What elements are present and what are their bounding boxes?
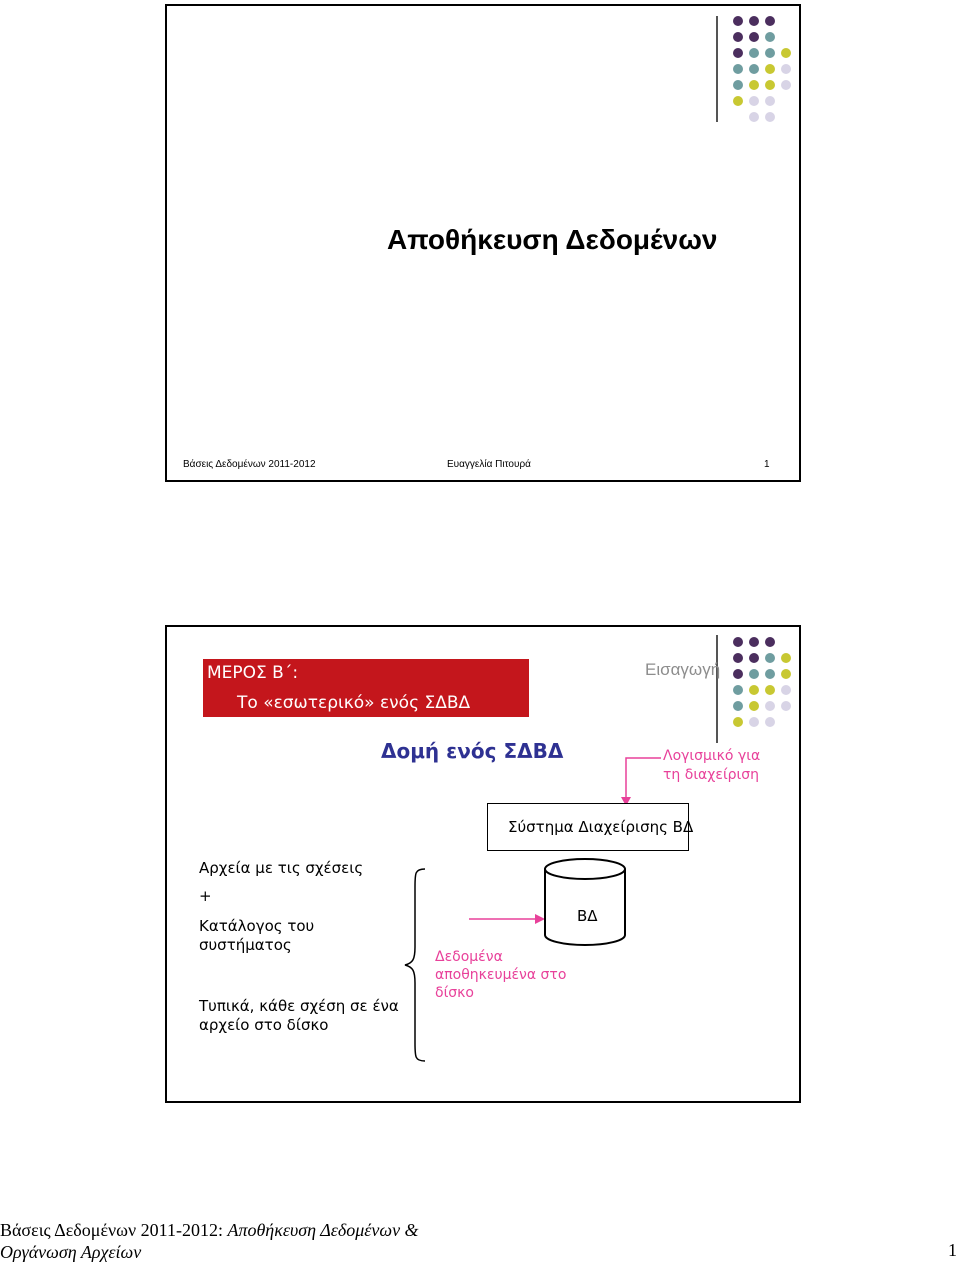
decor-dot <box>749 96 759 106</box>
curly-brace-icon <box>403 867 429 1063</box>
database-cylinder-icon <box>541 857 629 951</box>
files-label: Αρχεία με τις σχέσεις <box>199 859 364 877</box>
decor-dot <box>781 669 791 679</box>
arrow-to-db-icon <box>467 912 547 926</box>
decor-dot <box>781 80 791 90</box>
decor-dot <box>765 48 775 58</box>
decor-dot <box>765 16 775 26</box>
decor-dot <box>781 685 791 695</box>
decor-dot <box>733 717 743 727</box>
part-label: ΜΕΡΟΣ Β΄: <box>207 663 299 683</box>
decor-dot <box>781 701 791 711</box>
stored-data-line1: Δεδομένα <box>435 949 503 965</box>
typical-line1: Τυπικά, κάθε σχέση σε ένα <box>199 997 399 1015</box>
decor-dot <box>765 701 775 711</box>
decor-dot <box>749 80 759 90</box>
decor-dot <box>749 112 759 122</box>
decor-dot <box>765 32 775 42</box>
database-label: ΒΔ <box>577 907 598 925</box>
slide-footer-author: Ευαγγελία Πιτουρά <box>447 459 531 470</box>
decor-dot <box>733 96 743 106</box>
stored-data-note <box>435 948 566 1002</box>
software-note-line2: τη διαχείριση <box>663 767 760 783</box>
decor-dot <box>765 80 775 90</box>
catalog-line2: συστήματος <box>199 936 292 954</box>
decor-dot <box>765 64 775 74</box>
decor-dot <box>765 653 775 663</box>
decor-dot <box>749 637 759 647</box>
decor-dot <box>749 653 759 663</box>
dbms-label: Σύστημα Διαχείρισης ΒΔ <box>508 818 694 836</box>
page-number: 1 <box>948 1240 957 1260</box>
software-note-line1: Λογισμικό για <box>663 748 761 764</box>
arrow-to-dbms-icon <box>615 751 665 807</box>
decor-dot <box>765 717 775 727</box>
decor-dot <box>749 717 759 727</box>
part-subtitle: Το «εσωτερικό» ενός ΣΔΒΔ <box>237 693 471 713</box>
software-note <box>663 747 760 785</box>
page-footer-line1 <box>0 1220 419 1241</box>
page-footer-line2: Οργάνωση Αρχείων <box>0 1242 142 1262</box>
decor-dot <box>733 653 743 663</box>
decor-dot <box>733 32 743 42</box>
typical-line2: αρχείο στο δίσκο <box>199 1016 329 1034</box>
decor-dot <box>749 32 759 42</box>
decor-dot-grid <box>731 637 793 737</box>
decor-dot-grid <box>731 16 793 116</box>
stored-data-line2: αποθηκευμένα στο <box>435 967 567 983</box>
footer-topic: Αποθήκευση Δεδομένων & <box>227 1220 419 1240</box>
structure-title: Δομή ενός ΣΔΒΔ <box>381 739 564 763</box>
slide-1 <box>165 4 801 482</box>
decor-dot <box>749 669 759 679</box>
slide-footer-page: 1 <box>764 459 770 470</box>
decor-dot <box>781 653 791 663</box>
decor-dot <box>749 48 759 58</box>
decor-dot <box>765 112 775 122</box>
stored-data-line3: δίσκο <box>435 985 474 1001</box>
section-label: Εισαγωγή <box>645 660 721 679</box>
decor-dot <box>765 96 775 106</box>
decor-dot <box>733 685 743 695</box>
footer-course: Βάσεις Δεδομένων 2011-2012: <box>0 1220 228 1240</box>
slide-title: Αποθήκευση Δεδομένων <box>387 224 718 255</box>
decor-dot <box>765 637 775 647</box>
part-header-box <box>203 659 529 717</box>
decor-dot <box>749 16 759 26</box>
decor-dot <box>733 48 743 58</box>
decor-dot <box>781 48 791 58</box>
catalog-line1: Κατάλογος του <box>199 917 315 935</box>
decor-vertical-line <box>716 635 718 743</box>
plus-sign: + <box>199 887 212 905</box>
slide-2 <box>165 625 801 1103</box>
decor-dot <box>733 669 743 679</box>
decor-dot <box>781 64 791 74</box>
decor-dot <box>765 685 775 695</box>
slide-footer-course: Βάσεις Δεδομένων 2011-2012 <box>183 459 316 470</box>
decor-dot <box>733 16 743 26</box>
decor-dot <box>749 64 759 74</box>
decor-dot <box>765 669 775 679</box>
decor-dot <box>733 701 743 711</box>
decor-dot <box>733 64 743 74</box>
decor-vertical-line <box>716 16 718 122</box>
decor-dot <box>749 701 759 711</box>
decor-dot <box>733 80 743 90</box>
dbms-box <box>487 803 694 851</box>
decor-dot <box>749 685 759 695</box>
decor-dot <box>733 637 743 647</box>
